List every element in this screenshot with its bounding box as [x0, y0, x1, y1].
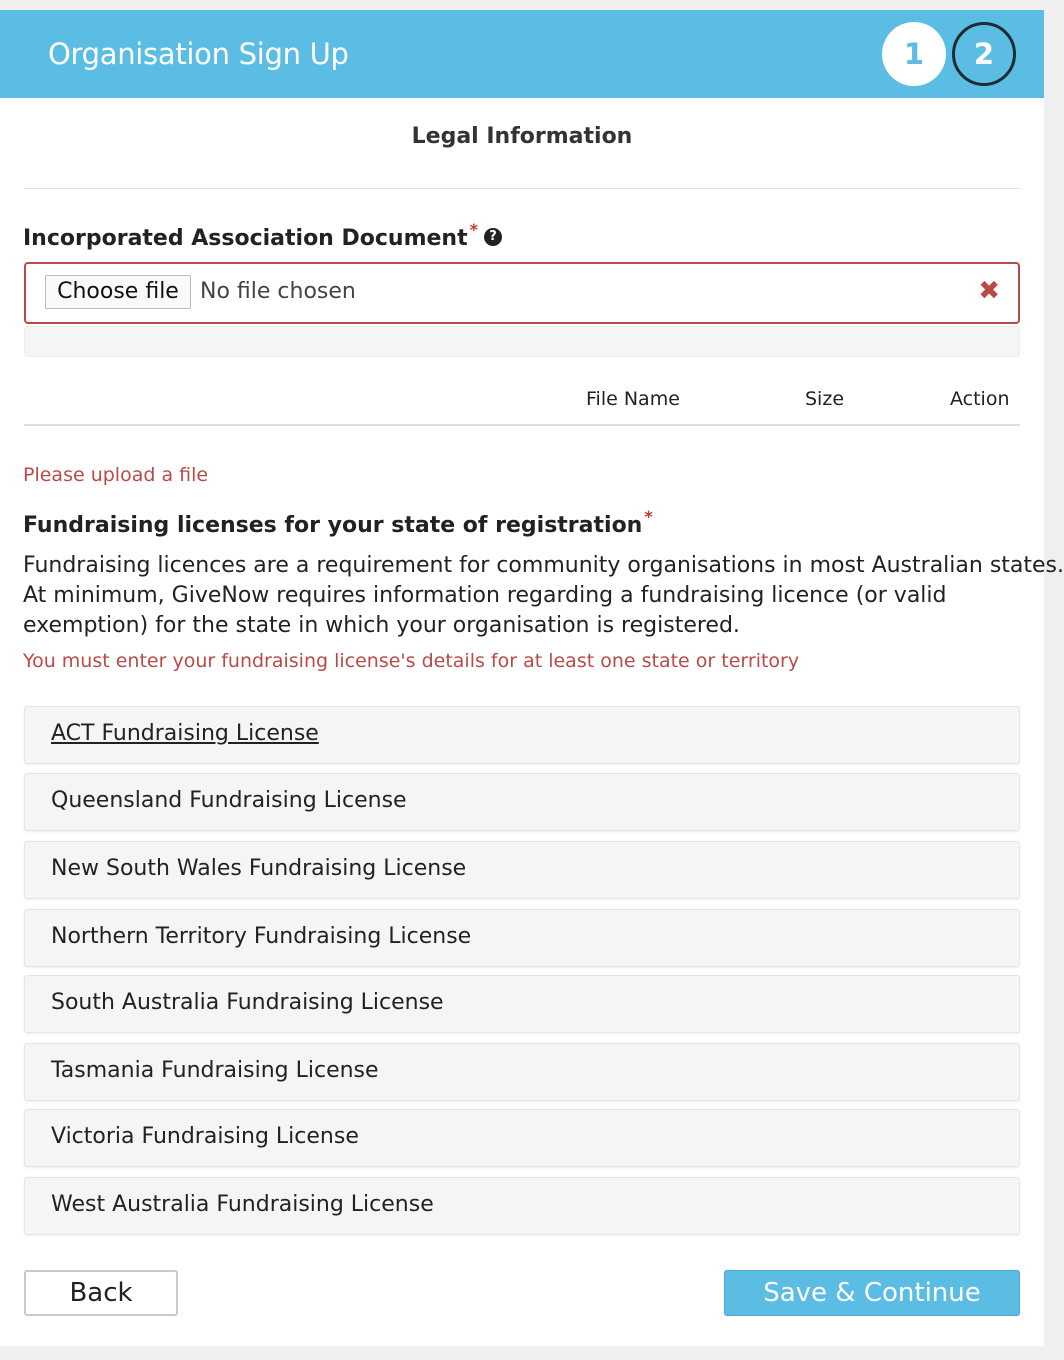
table-header-file-name: File Name: [586, 388, 680, 410]
license-panel-label[interactable]: Queensland Fundraising License: [51, 788, 407, 813]
incorporated-doc-label: [23, 220, 502, 251]
license-panel-tasmania[interactable]: [24, 1043, 1020, 1101]
license-panel-nt[interactable]: [24, 909, 1020, 967]
close-x-icon[interactable]: ✖: [978, 276, 1000, 306]
incorporated-doc-label-text: Incorporated Association Document: [23, 226, 468, 251]
license-panel-victoria[interactable]: [24, 1109, 1020, 1167]
file-upload-field: [24, 262, 1020, 324]
step-indicator-2: 2: [952, 22, 1016, 86]
save-continue-button[interactable]: Save & Continue: [724, 1270, 1020, 1316]
license-panel-wa[interactable]: [24, 1177, 1020, 1235]
signup-card: [0, 10, 1064, 1346]
licenses-description: [23, 551, 1064, 641]
divider: [24, 188, 1020, 189]
upload-progress-bar: [24, 326, 1020, 357]
licenses-error-message: You must enter your fundraising license's details for at least one state or territory: [23, 650, 800, 672]
required-asterisk: *: [644, 507, 653, 526]
licenses-heading-text: Fundraising licenses for your state of registration: [23, 513, 643, 538]
section-title: Legal Information: [411, 124, 633, 149]
license-panel-sa[interactable]: [24, 975, 1020, 1033]
licenses-heading: [23, 507, 653, 538]
license-panel-label[interactable]: ACT Fundraising License: [51, 721, 319, 746]
no-file-text: No file chosen: [200, 279, 356, 304]
license-panel-label[interactable]: South Australia Fundraising License: [51, 990, 444, 1015]
table-header-action: Action: [950, 388, 1010, 410]
page-title: Organisation Sign Up: [48, 37, 349, 71]
table-header-size: Size: [805, 388, 845, 410]
license-panel-label[interactable]: Tasmania Fundraising License: [51, 1058, 379, 1083]
upload-error-message: Please upload a file: [23, 464, 209, 486]
licenses-description-line: exemption) for the state in which your organisation is registered.: [23, 613, 740, 638]
license-panel-act[interactable]: [24, 706, 1020, 764]
license-panel-nsw[interactable]: [24, 841, 1020, 899]
license-panel-label[interactable]: West Australia Fundraising License: [51, 1192, 434, 1217]
choose-file-button[interactable]: Choose file: [45, 275, 191, 309]
license-panel-label[interactable]: Victoria Fundraising License: [51, 1124, 359, 1149]
required-asterisk: *: [469, 220, 478, 239]
licenses-description-line: At minimum, GiveNow requires information regarding a fundraising licence (or valid: [23, 583, 947, 608]
question-circle-icon[interactable]: ?: [484, 228, 502, 246]
license-panel-label[interactable]: Northern Territory Fundraising License: [51, 924, 472, 949]
back-button[interactable]: Back: [24, 1270, 178, 1316]
table-header-divider: [24, 424, 1020, 426]
licenses-description-line: Fundraising licences are a requirement for community organisations in most Australian states.: [23, 553, 1064, 578]
license-panel-queensland[interactable]: [24, 773, 1020, 831]
header-bar: [0, 10, 1044, 98]
license-panel-label[interactable]: New South Wales Fundraising License: [51, 856, 467, 881]
step-indicator-1: 1: [882, 22, 946, 86]
